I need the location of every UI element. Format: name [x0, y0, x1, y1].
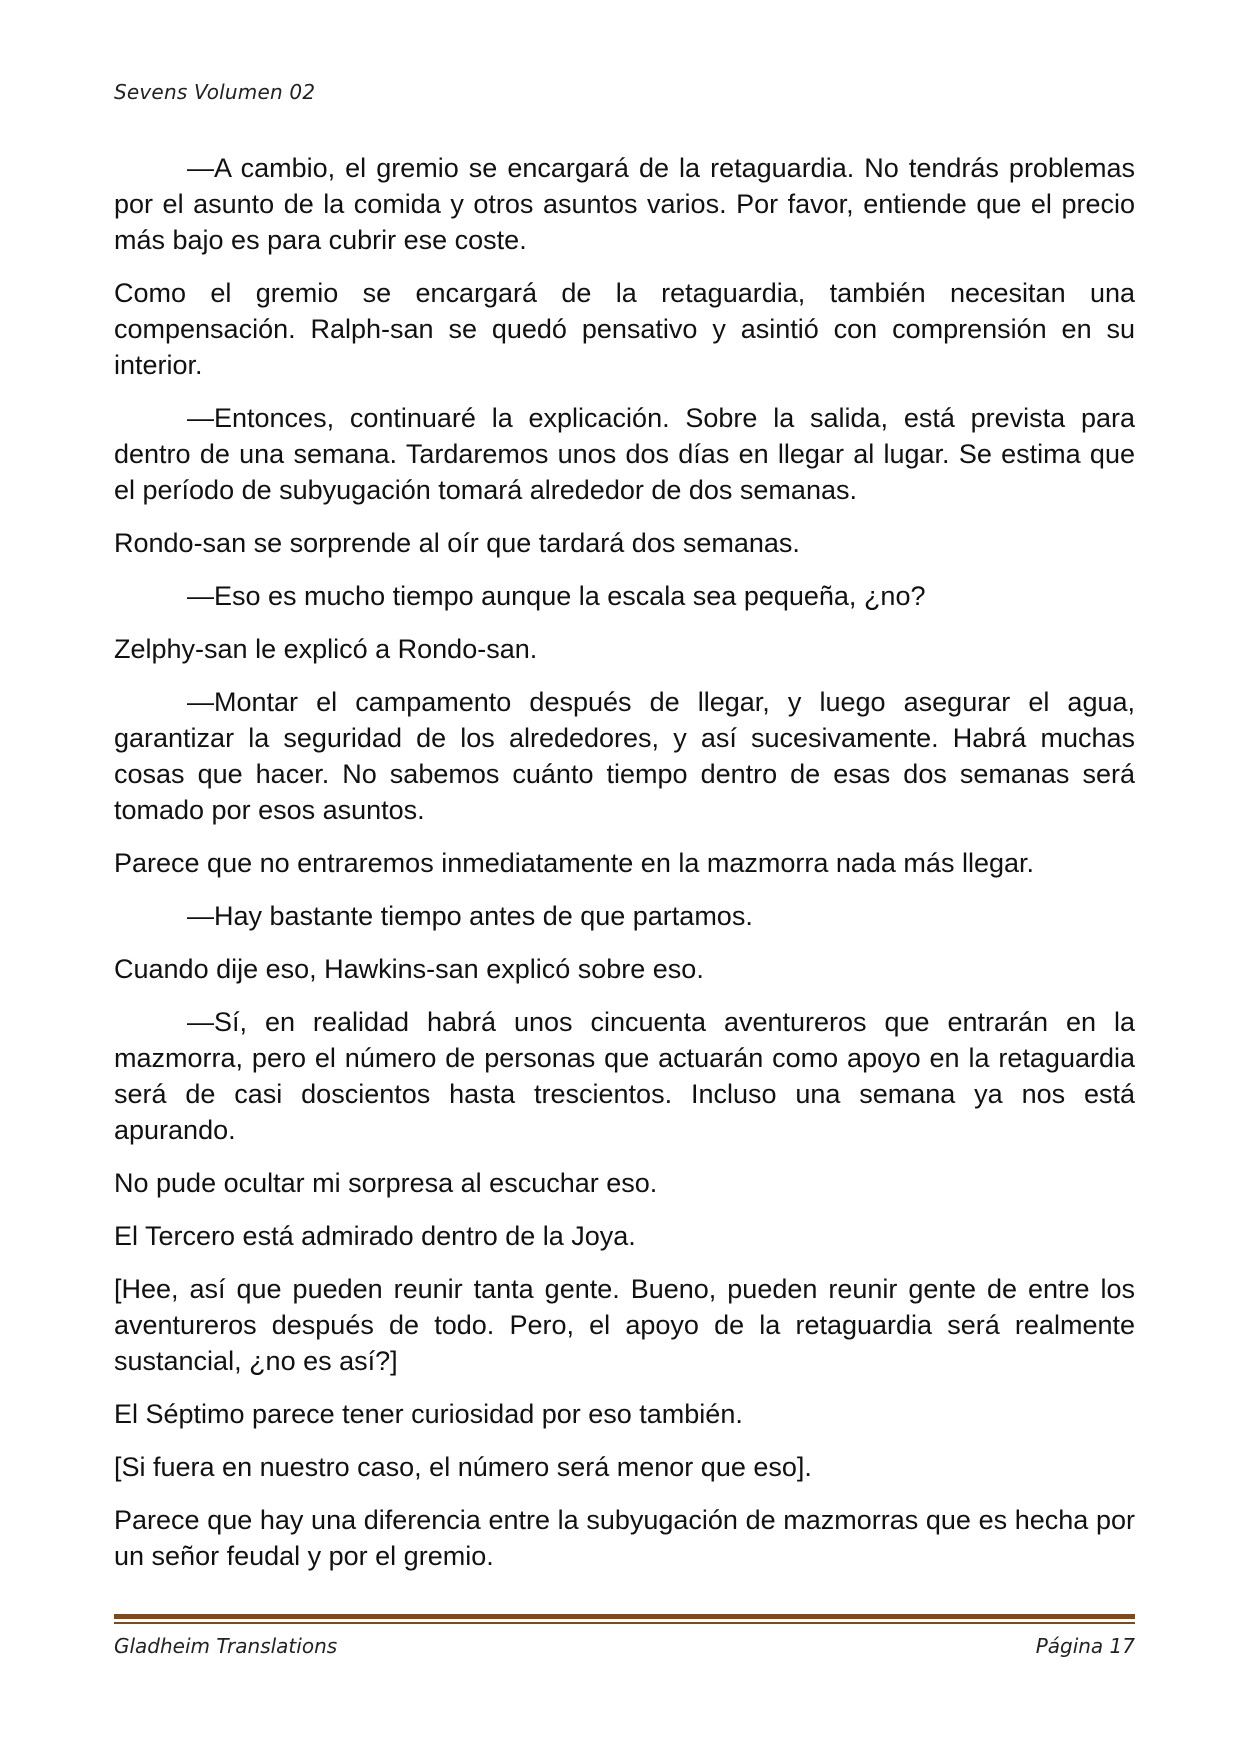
paragraph: —Sí, en realidad habrá unos cincuenta aventureros que entrarán en la mazmorra, pero el número de personas que actuarán como apoyo en la retaguardia será de casi doscientos hasta trescientos. Incluso una semana ya nos está apurando.	[114, 1007, 1135, 1145]
paragraph: —Montar el campamento después de llegar, y luego asegurar el agua, garantizar la seguridad de los alrededores, y así sucesivamente. Habrá muchas cosas que hacer. No sabemos cuánto tiempo dentro de esas dos semanas será tomado por esos asuntos.	[114, 687, 1135, 825]
paragraph: El Séptimo parece tener curiosidad por eso también.	[114, 1399, 743, 1429]
footer-rule	[114, 1614, 1135, 1619]
paragraph: Zelphy-san le explicó a Rondo-san.	[114, 634, 538, 664]
paragraph: Cuando dije eso, Hawkins-san explicó sobre eso.	[114, 954, 704, 984]
paragraph: Como el gremio se encargará de la retaguardia, también necesitan una compensación. Ralph-san se quedó pensativo y asintió con comprensión en su interior.	[114, 278, 1135, 380]
paragraph: [Si fuera en nuestro caso, el número será menor que eso].	[114, 1452, 812, 1482]
paragraph: —Entonces, continuaré la explicación. Sobre la salida, está prevista para dentro de una semana. Tardaremos unos dos días en llegar al lugar. Se estima que el período de subyugación tomará alrededor de dos semanas.	[114, 403, 1135, 505]
paragraph: —Hay bastante tiempo antes de que partamos.	[187, 901, 753, 931]
paragraph: No pude ocultar mi sorpresa al escuchar eso.	[114, 1168, 658, 1198]
paragraph: Parece que no entraremos inmediatamente en la mazmorra nada más llegar.	[114, 848, 1034, 878]
page-number: Página 17	[1035, 1634, 1135, 1658]
body-text	[114, 150, 1135, 1591]
paragraph: Rondo-san se sorprende al oír que tardará dos semanas.	[114, 528, 800, 558]
paragraph: [Hee, así que pueden reunir tanta gente. Bueno, pueden reunir gente de entre los aventureros después de todo. Pero, el apoyo de la retaguardia será realmente sustancial, ¿no es así?]	[114, 1274, 1135, 1376]
paragraph: Parece que hay una diferencia entre la subyugación de mazmorras que es hecha por un señor feudal y por el gremio.	[114, 1505, 1135, 1571]
running-header: Sevens Volumen 02	[114, 80, 316, 104]
footer-rule-thin	[114, 1622, 1135, 1624]
paragraph: El Tercero está admirado dentro de la Joya.	[114, 1221, 636, 1251]
paragraph: —Eso es mucho tiempo aunque la escala sea pequeña, ¿no?	[187, 581, 926, 611]
footer-translator: Gladheim Translations	[114, 1634, 338, 1658]
paragraph: —A cambio, el gremio se encargará de la retaguardia. No tendrás problemas por el asunto de la comida y otros asuntos varios. Por favor, entiende que el precio más bajo es para cubrir ese coste.	[114, 153, 1135, 255]
